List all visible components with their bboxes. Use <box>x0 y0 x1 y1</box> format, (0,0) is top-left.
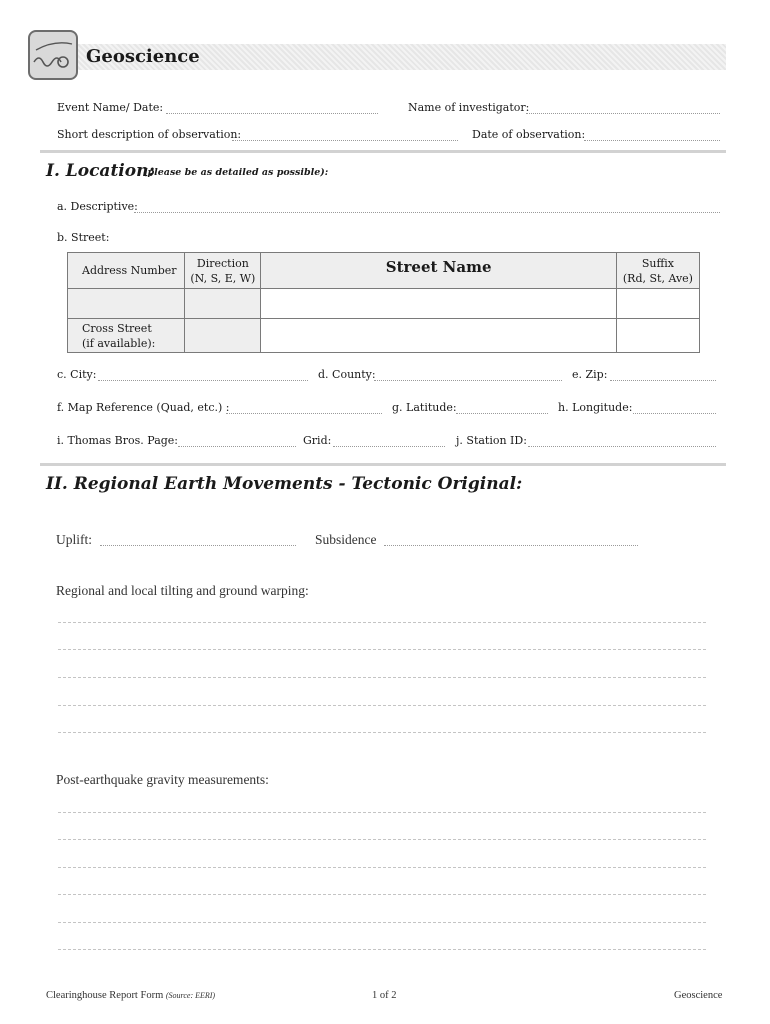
address-number-header-text: Address Number <box>82 264 177 277</box>
address-number-header <box>68 253 185 289</box>
gravity-line-6[interactable] <box>58 948 706 950</box>
cross-street-line1: Cross Street <box>82 321 152 335</box>
latitude-label: g. Latitude: <box>392 401 457 414</box>
tilting-label: Regional and local tilting and ground warping: <box>56 583 309 598</box>
gravity-label: Post-earthquake gravity measurements: <box>56 772 269 787</box>
map-reference-label: f. Map Reference (Quad, etc.) : <box>57 401 230 414</box>
date-of-observation-field[interactable] <box>584 128 720 141</box>
address-number-cell[interactable] <box>68 289 185 319</box>
county-label: d. County: <box>318 368 376 381</box>
city-label: c. City: <box>57 368 97 381</box>
section-tectonic-title: II. Regional Earth Movements - Tectonic Original: <box>46 474 523 494</box>
divider <box>40 150 726 153</box>
section-location-title: I. Location: <box>46 161 155 181</box>
event-name-field[interactable] <box>166 101 378 114</box>
tilting-line-5[interactable] <box>58 731 706 733</box>
gravity-line-2[interactable] <box>58 838 706 840</box>
street-table <box>67 252 700 353</box>
station-id-field[interactable] <box>528 434 716 447</box>
longitude-field[interactable] <box>633 401 716 414</box>
uplift-label: Uplift: <box>56 532 92 547</box>
footer-form-name: Clearinghouse Report Form <box>46 990 164 1001</box>
tilting-line-4[interactable] <box>58 704 706 706</box>
footer-page-number: 1 of 2 <box>372 990 397 1001</box>
map-reference-field[interactable] <box>226 401 382 414</box>
thomas-bros-label: i. Thomas Bros. Page: <box>57 434 179 447</box>
descriptive-label: a. Descriptive: <box>57 200 138 213</box>
direction-cell[interactable] <box>185 289 261 319</box>
zip-label: e. Zip: <box>572 368 608 381</box>
page-title: Geoscience <box>86 46 200 67</box>
street-name-header: Street Name <box>261 253 616 289</box>
gravity-line-4[interactable] <box>58 893 706 895</box>
uplift-field[interactable] <box>100 533 296 546</box>
investigator-label: Name of investigator: <box>408 101 530 114</box>
tilting-line-1[interactable] <box>58 621 706 623</box>
descriptive-field[interactable] <box>134 200 720 213</box>
grid-field[interactable] <box>333 434 445 447</box>
street-name-cell[interactable] <box>261 289 616 319</box>
county-field[interactable] <box>374 368 562 381</box>
gravity-line-5[interactable] <box>58 921 706 923</box>
direction-header-line1: Direction <box>196 256 249 270</box>
zip-field[interactable] <box>610 368 716 381</box>
section-location-subtitle: (please be as detailed as possible): <box>143 167 329 178</box>
direction-header-line2: (N, S, E, W) <box>190 271 256 285</box>
investigator-field[interactable] <box>526 101 720 114</box>
cross-suffix-cell[interactable] <box>616 319 699 353</box>
footer-source: (Source: EERI) <box>165 991 216 1000</box>
station-id-label: j. Station ID: <box>456 434 527 447</box>
latitude-field[interactable] <box>456 401 548 414</box>
subsidence-field[interactable] <box>384 533 638 546</box>
gravity-line-1[interactable] <box>58 811 706 813</box>
short-description-field[interactable] <box>232 128 458 141</box>
cross-street-name-cell[interactable] <box>261 319 616 353</box>
tilting-line-3[interactable] <box>58 676 706 678</box>
event-name-label: Event Name/ Date: <box>57 101 164 114</box>
cross-street-line2: (if available): <box>82 336 156 350</box>
grid-label: Grid: <box>303 434 332 447</box>
cross-direction-cell[interactable] <box>185 319 261 353</box>
footer-left <box>46 990 215 1001</box>
tilting-line-2[interactable] <box>58 648 706 650</box>
divider <box>40 463 726 466</box>
short-description-label: Short description of observation: <box>57 128 242 141</box>
cross-street-header <box>68 319 185 353</box>
footer-right: Geoscience <box>674 990 723 1001</box>
direction-header <box>185 253 261 289</box>
subsidence-label: Subsidence <box>315 532 377 547</box>
seismograph-icon <box>28 30 78 80</box>
suffix-header <box>616 253 699 289</box>
thomas-bros-field[interactable] <box>178 434 296 447</box>
suffix-header-line2: (Rd, St, Ave) <box>622 271 693 285</box>
gravity-line-3[interactable] <box>58 866 706 868</box>
date-of-observation-label: Date of observation: <box>472 128 586 141</box>
longitude-label: h. Longitude: <box>558 401 633 414</box>
city-field[interactable] <box>98 368 308 381</box>
street-label: b. Street: <box>57 231 110 244</box>
suffix-header-line1: Suffix <box>641 256 675 270</box>
suffix-cell[interactable] <box>616 289 699 319</box>
